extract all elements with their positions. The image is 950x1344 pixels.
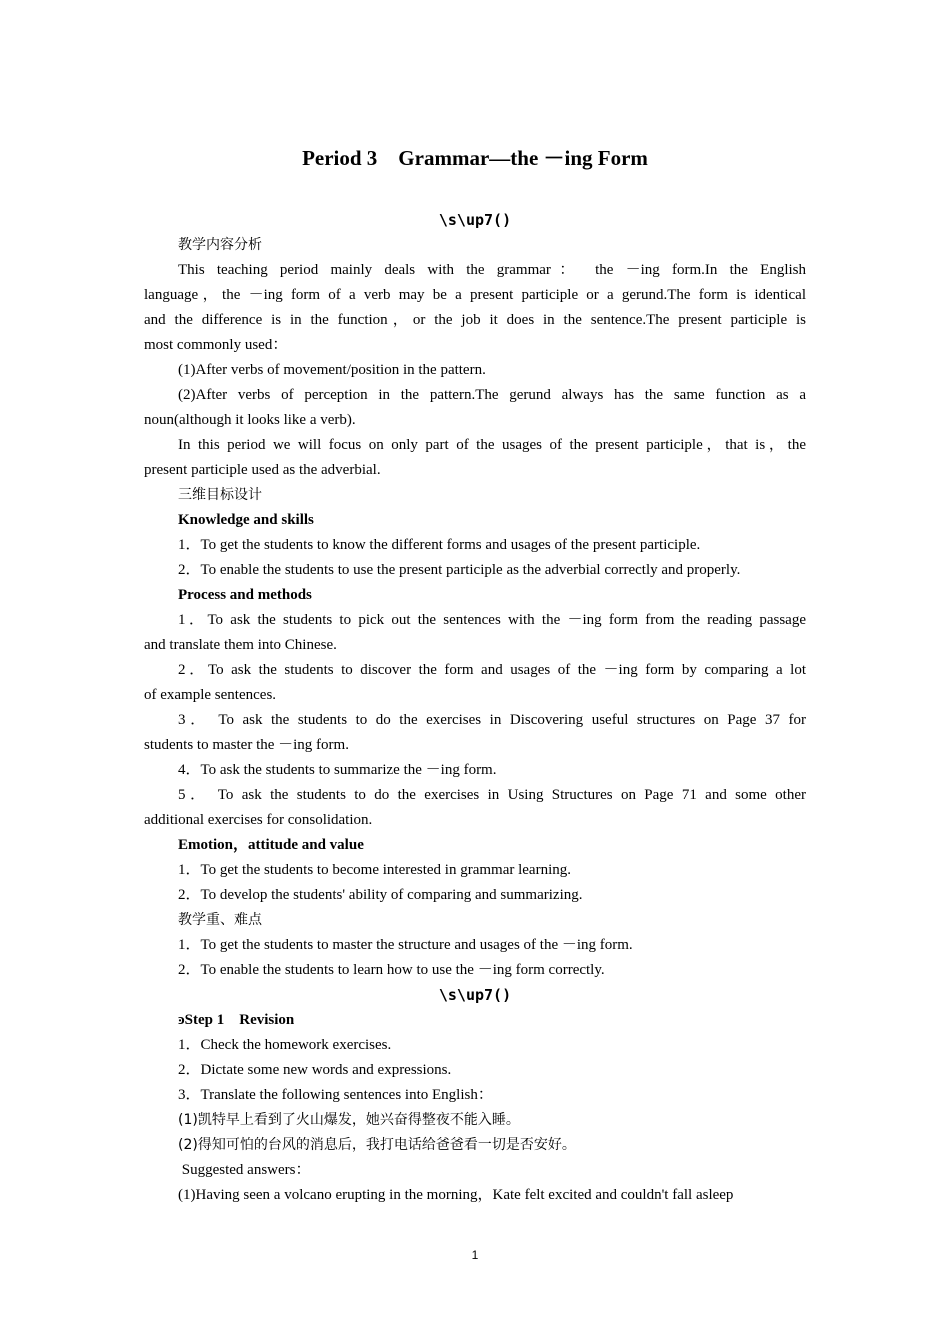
paragraph-line: This teaching period mainly deals with the grammar： the －ing form.In the English xyxy=(178,262,806,278)
list-item: 5． To ask the students to do the exercises in Using Structures on Page 71 and some other xyxy=(178,787,806,803)
field-code: \s\up7() xyxy=(438,986,512,1004)
suggested-answers-label: Suggested answers： xyxy=(178,1162,311,1178)
step-heading: ͽStep 1 Revision xyxy=(178,1012,295,1028)
answer-line: (1)Having seen a volcano erupting in the morning，Kate felt excited and couldn't fall asleep xyxy=(178,1187,734,1203)
list-item-cont: students to master the －ing form. xyxy=(144,737,349,753)
usage-item-cont: noun(although it looks like a verb). xyxy=(144,412,356,428)
page-title: Period 3 Grammar—the －ing Form xyxy=(302,146,648,170)
chinese-sentence: (1)凯特早上看到了火山爆发，她兴奋得整夜不能入睡。 xyxy=(178,1112,520,1128)
document-body xyxy=(144,208,806,1208)
paragraph-line: language，the －ing form of a verb may be a present participle or a gerund.The form is identical xyxy=(144,287,806,303)
list-item: 2．To develop the students' ability of comparing and summarizing. xyxy=(178,887,583,903)
paragraph-line: In this period we will focus on only part of the usages of the present participle，that is，the xyxy=(178,437,806,453)
field-code: \s\up7() xyxy=(438,211,512,229)
section-heading-goals: 三维目标设计 xyxy=(178,487,262,503)
list-item: 1．To get the students to become interested in grammar learning. xyxy=(178,862,572,878)
list-item: 2．To enable the students to use the present participle as the adverbial correctly and properly. xyxy=(178,562,741,578)
step-item: 2．Dictate some new words and expressions. xyxy=(178,1062,452,1078)
usage-item: (2)After verbs of perception in the pattern.The gerund always has the same function as a xyxy=(178,387,806,403)
section-heading-analysis: 教学内容分析 xyxy=(178,237,262,253)
page-number: 1 xyxy=(471,1248,479,1262)
list-item: 1．To get the students to master the structure and usages of the －ing form. xyxy=(178,937,633,953)
chinese-sentence: (2)得知可怕的台风的消息后，我打电话给爸爸看一切是否安好。 xyxy=(178,1137,576,1153)
list-item: 1．To ask the students to pick out the sentences with the －ing form from the reading passage xyxy=(178,612,806,628)
list-item-cont: additional exercises for consolidation. xyxy=(144,812,373,828)
usage-item: (1)After verbs of movement/position in the pattern. xyxy=(178,362,486,378)
list-item: 2．To ask the students to discover the form and usages of the －ing form by comparing a lot xyxy=(178,662,806,678)
list-item-cont: and translate them into Chinese. xyxy=(144,637,337,653)
subheading-knowledge: Knowledge and skills xyxy=(178,512,314,528)
paragraph-line: and the difference is in the function，or the job it does in the sentence.The present participle is xyxy=(144,312,806,328)
list-item: 1．To get the students to know the different forms and usages of the present participle. xyxy=(178,537,701,553)
list-item: 2．To enable the students to learn how to use the －ing form correctly. xyxy=(178,962,605,978)
subheading-emotion: Emotion，attitude and value xyxy=(178,837,364,853)
paragraph-line: present participle used as the adverbial. xyxy=(144,462,381,478)
step-item: 1．Check the homework exercises. xyxy=(178,1037,392,1053)
list-item: 4．To ask the students to summarize the －ing form. xyxy=(178,762,497,778)
section-heading-key-points: 教学重、难点 xyxy=(178,912,262,928)
list-item-cont: of example sentences. xyxy=(144,687,277,703)
step-item: 3．Translate the following sentences into English： xyxy=(178,1087,493,1103)
subheading-process: Process and methods xyxy=(178,587,312,603)
paragraph-line: most commonly used： xyxy=(144,337,288,353)
list-item: 3． To ask the students to do the exercises in Discovering useful structures on Page 37 for xyxy=(178,712,806,728)
